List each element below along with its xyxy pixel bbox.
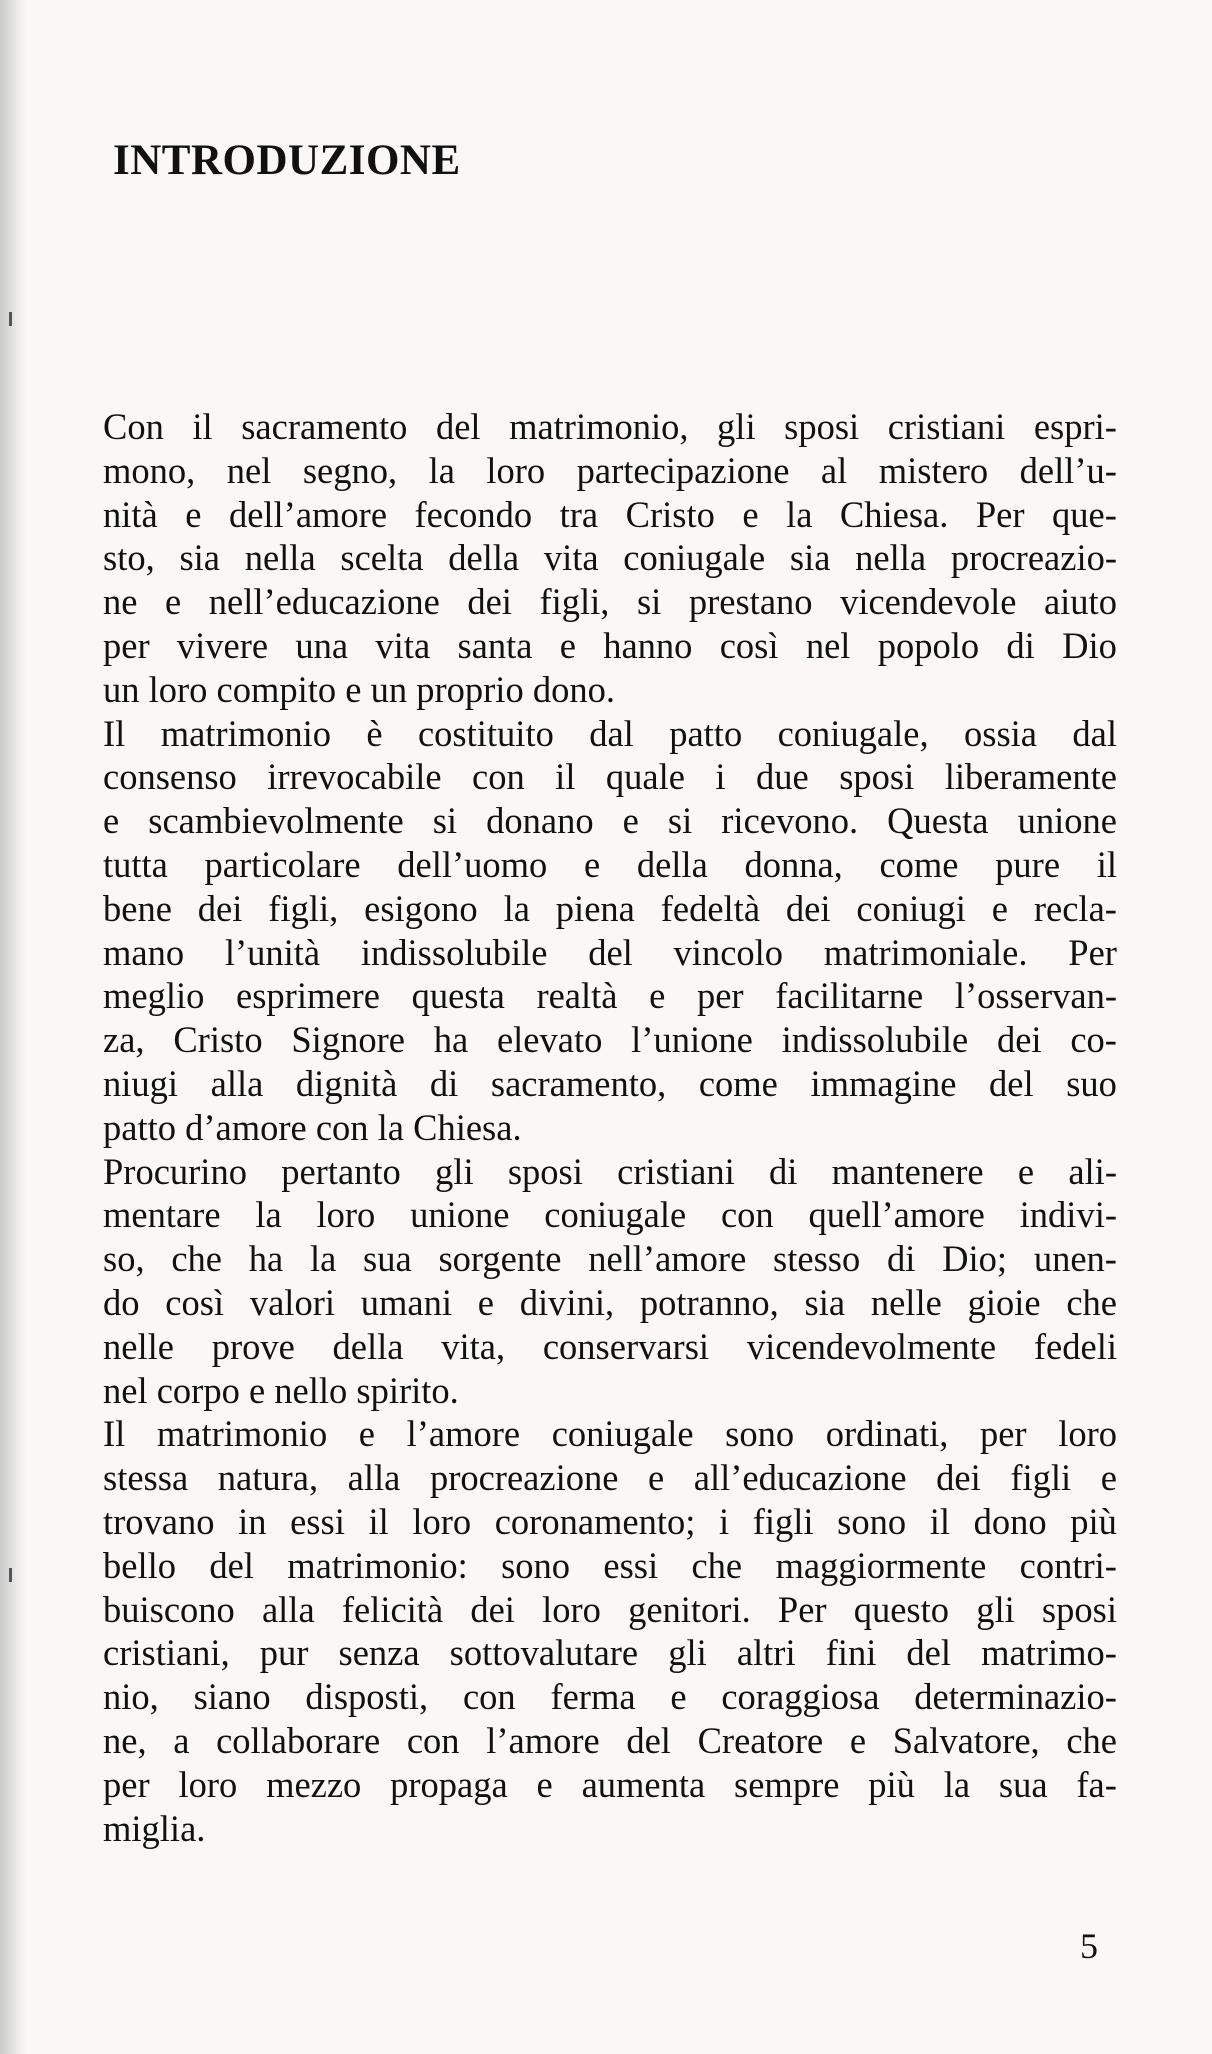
page-number: 5 [1080,1926,1098,1966]
staple-mark [9,1568,12,1582]
text-line: tutta particolare dell’uomo e della donna, come pure il [103,843,1117,885]
text-line: za, Cristo Signore ha elevato l’unione indissolubile dei co- [103,1019,1117,1061]
text-line: ne, a collaborare con l’amore del Creatore e Salvatore, che [103,1719,1117,1761]
text-line: bello del matrimonio: sono essi che maggiormente contri- [103,1544,1117,1586]
text-line: so, che ha la sua sorgente nell’amore stesso di Dio; unen- [103,1238,1117,1280]
text-line: nità e dell’amore fecondo tra Cristo e la Chiesa. Per que- [103,493,1117,535]
text-line: buiscono alla felicità dei loro genitori. Per questo gli sposi [103,1588,1117,1630]
paragraph [103,712,1117,1150]
text-line: mentare la loro unione coniugale con quell’amore indivi- [103,1194,1117,1236]
chapter-title: INTRODUZIONE [113,137,461,184]
text-line: nelle prove della vita, conservarsi vicendevolmente fedeli [103,1325,1117,1367]
paragraph [103,1150,1117,1413]
staple-mark [9,312,12,326]
text-line: consenso irrevocabile con il quale i due sposi liberamente [103,756,1117,798]
text-line: cristiani, pur senza sottovalutare gli altri fini del matrimo- [103,1632,1117,1674]
text-line: per vivere una vita santa e hanno così nel popolo di Dio [103,624,1117,666]
text-line: miglia. [103,1807,206,1849]
text-line: Procurino pertanto gli sposi cristiani di mantenere e ali- [103,1150,1117,1192]
text-line: un loro compito e un proprio dono. [103,668,615,710]
text-line: mano l’unità indissolubile del vincolo matrimoniale. Per [103,931,1117,973]
text-line: ne e nell’educazione dei figli, si prestano vicendevole aiuto [103,581,1117,623]
text-line: do così valori umani e divini, potranno, sia nelle gioie che [103,1281,1117,1323]
paragraph [103,405,1117,712]
text-line: sto, sia nella scelta della vita coniugale sia nella procreazio- [103,537,1117,579]
text-line: per loro mezzo propaga e aumenta sempre più la sua fa- [103,1763,1117,1805]
paragraph [103,1412,1117,1850]
text-line: nio, siano disposti, con ferma e coraggiosa determinazio- [103,1676,1117,1718]
text-line: bene dei figli, esigono la piena fedeltà dei coniugi e recla- [103,887,1117,929]
text-line: nel corpo e nello spirito. [103,1369,459,1411]
text-line: niugi alla dignità di sacramento, come immagine del suo [103,1062,1117,1104]
text-line: Con il sacramento del matrimonio, gli sposi cristiani espri- [103,406,1117,447]
body-text [103,405,1117,1850]
binding-shadow [0,0,26,2054]
text-line: mono, nel segno, la loro partecipazione al mistero dell’u- [103,449,1117,491]
text-line: meglio esprimere questa realtà e per facilitarne l’osservan- [103,975,1117,1017]
text-line: Il matrimonio e l’amore coniugale sono ordinati, per loro [103,1413,1117,1455]
text-line: stessa natura, alla procreazione e all’educazione dei figli e [103,1457,1117,1499]
text-line: patto d’amore con la Chiesa. [103,1106,522,1148]
text-line: trovano in essi il loro coronamento; i figli sono il dono più [103,1500,1117,1542]
text-line: e scambievolmente si donano e si ricevono. Questa unione [103,800,1117,842]
text-line: Il matrimonio è costituito dal patto coniugale, ossia dal [103,712,1117,754]
